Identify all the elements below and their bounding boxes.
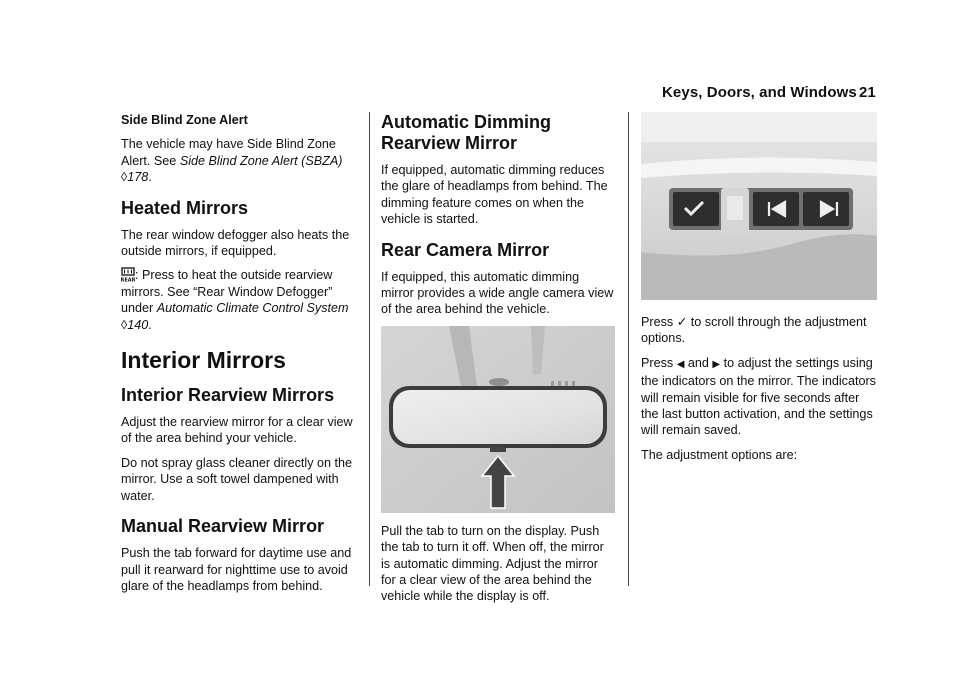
adjustment-options-text: The adjustment options are:	[641, 447, 798, 462]
page-number: 21	[859, 84, 876, 101]
section-title: Keys, Doors, and Windows	[662, 84, 857, 101]
left-arrow-icon: ◀	[676, 358, 685, 370]
manual-mirror-heading: Manual Rearview Mirror	[121, 516, 325, 537]
heated-text: The rear window defogger also heats the outside mirrors, if equipped.	[121, 227, 350, 259]
heated-press-text: : Press to heat the outside rearview mirrors. See “Rear Window Defogger” under	[121, 268, 333, 316]
press-arrows-paragraph: Press ◀ and ▶ to adjust the settings using the indicators on the mirror. The indicators will remain visible for five seconds after the last button activation, and the settings will remain saved.	[641, 355, 876, 438]
sbza-page-ref[interactable]: 178	[127, 170, 149, 185]
sbza-heading: Side Blind Zone Alert	[121, 113, 248, 127]
press-check-paragraph: Press ✓ to scroll through the adjustment options.	[641, 315, 867, 346]
right-arrow-icon: ▶	[712, 358, 721, 370]
irm-text-2: Do not spray glass cleaner directly on the mirror. Use a soft towel dampened with water.	[121, 455, 353, 503]
check-icon: ✓	[676, 315, 688, 329]
climate-link[interactable]: Automatic Climate Control System	[156, 301, 349, 316]
buttons-image	[641, 112, 877, 300]
mirror-image	[381, 326, 615, 513]
irm-text-1: Adjust the rearview mirror for a clear view of the area behind your vehicle.	[121, 415, 353, 446]
sbza-text: The vehicle may have Side Blind Zone Alert. See	[121, 137, 336, 168]
column-left	[121, 112, 353, 602]
svg-text:REAR: REAR	[121, 277, 135, 283]
heated-mirrors-heading: Heated Mirrors	[121, 197, 249, 218]
column-divider	[628, 112, 629, 586]
rearview-mirror-illustration	[381, 326, 615, 513]
rear-defog-icon	[121, 267, 135, 282]
climate-page-ref[interactable]: 140	[127, 317, 149, 332]
xref-icon: ◊	[121, 317, 128, 332]
column-divider	[369, 112, 370, 586]
auto-dimming-text: If equipped, automatic dimming reduces the glare of headlamps from behind. The dimming feature comes on when the vehicle is started.	[381, 163, 608, 227]
irm-heading: Interior Rearview Mirrors	[121, 385, 335, 406]
mirror-buttons-illustration	[641, 112, 877, 300]
column-right	[641, 112, 877, 471]
camera-mirror-heading: Rear Camera Mirror	[381, 239, 550, 260]
interior-mirrors-heading: Interior Mirrors	[121, 347, 286, 374]
manual-text: Push the tab forward for daytime use and pull it rearward for nighttime use to avoid glare of the headlamps from behind.	[121, 546, 352, 593]
sbza-paragraph: The vehicle may have Side Blind Zone Alert. See Side Blind Zone Alert (SBZA) ◊178.	[121, 137, 343, 185]
column-middle	[381, 112, 615, 613]
sbza-link[interactable]: Side Blind Zone Alert (SBZA)	[179, 153, 343, 168]
pull-tab-text: Pull the tab to turn on the display. Push the tab to turn it off. When off, the mirror is automatic dimming. Adjust the mirror for a clear view of the area behind the vehicle while the display is off.	[381, 523, 604, 604]
heated-press-paragraph: REAR : Press to heat the outside rearview mirrors. See “Rear Window Defogger” under Automatic Climate Control System ◊140.	[121, 268, 349, 332]
auto-dimming-heading: Automatic Dimming Rearview Mirror	[381, 112, 552, 153]
page-header	[0, 84, 960, 108]
xref-icon: ◊	[121, 170, 128, 185]
camera-mirror-text: If equipped, this automatic dimming mirror provides a wide angle camera view of the area behind the vehicle.	[381, 269, 614, 317]
